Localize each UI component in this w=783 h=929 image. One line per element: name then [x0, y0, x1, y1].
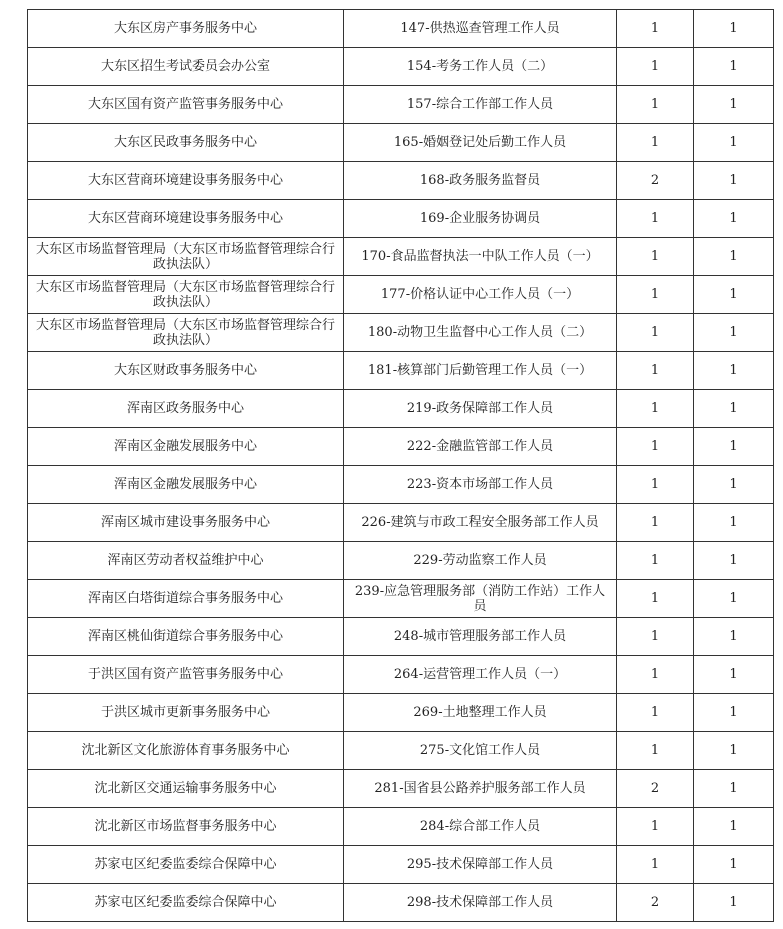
- unit-cell: 浑南区城市建设事务服务中心: [28, 504, 344, 542]
- count-a-cell: 2: [617, 884, 694, 922]
- count-b-cell: 1: [694, 884, 774, 922]
- count-a-cell: 1: [617, 200, 694, 238]
- count-b-cell: 1: [694, 466, 774, 504]
- position-cell: 168-政务服务监督员: [344, 162, 617, 200]
- position-cell: 264-运营管理工作人员（一）: [344, 656, 617, 694]
- unit-cell: 于洪区国有资产监管事务服务中心: [28, 656, 344, 694]
- position-cell: 295-技术保障部工作人员: [344, 846, 617, 884]
- count-a-cell: 1: [617, 694, 694, 732]
- positions-table: [27, 9, 774, 922]
- count-b-cell: 1: [694, 200, 774, 238]
- count-b-cell: 1: [694, 542, 774, 580]
- count-a-cell: 1: [617, 846, 694, 884]
- table-body: [28, 10, 774, 922]
- count-b-cell: 1: [694, 238, 774, 276]
- count-b-cell: 1: [694, 656, 774, 694]
- count-a-cell: 1: [617, 618, 694, 656]
- count-a-cell: 1: [617, 504, 694, 542]
- table-row: [28, 48, 774, 86]
- table-row: [28, 162, 774, 200]
- unit-cell: 沈北新区文化旅游体育事务服务中心: [28, 732, 344, 770]
- count-a-cell: 1: [617, 276, 694, 314]
- position-cell: 157-综合工作部工作人员: [344, 86, 617, 124]
- count-b-cell: 1: [694, 352, 774, 390]
- unit-cell: 浑南区劳动者权益维护中心: [28, 542, 344, 580]
- table-row: [28, 770, 774, 808]
- count-a-cell: 1: [617, 542, 694, 580]
- unit-cell: 浑南区白塔街道综合事务服务中心: [28, 580, 344, 618]
- table-row: [28, 732, 774, 770]
- table-row: [28, 238, 774, 276]
- unit-cell: 大东区营商环境建设事务服务中心: [28, 200, 344, 238]
- unit-cell: 大东区房产事务服务中心: [28, 10, 344, 48]
- unit-cell: 于洪区城市更新事务服务中心: [28, 694, 344, 732]
- unit-cell: 大东区市场监督管理局（大东区市场监督管理综合行政执法队）: [28, 238, 344, 276]
- unit-cell: 大东区财政事务服务中心: [28, 352, 344, 390]
- count-b-cell: 1: [694, 48, 774, 86]
- count-a-cell: 1: [617, 124, 694, 162]
- count-b-cell: 1: [694, 618, 774, 656]
- position-cell: 281-国省县公路养护服务部工作人员: [344, 770, 617, 808]
- count-b-cell: 1: [694, 580, 774, 618]
- table-row: [28, 846, 774, 884]
- table-row: [28, 808, 774, 846]
- unit-cell: 大东区市场监督管理局（大东区市场监督管理综合行政执法队）: [28, 314, 344, 352]
- count-b-cell: 1: [694, 10, 774, 48]
- table-row: [28, 200, 774, 238]
- count-b-cell: 1: [694, 86, 774, 124]
- table-row: [28, 656, 774, 694]
- position-cell: 269-土地整理工作人员: [344, 694, 617, 732]
- unit-cell: 沈北新区交通运输事务服务中心: [28, 770, 344, 808]
- unit-cell: 浑南区桃仙街道综合事务服务中心: [28, 618, 344, 656]
- count-b-cell: 1: [694, 314, 774, 352]
- unit-cell: 沈北新区市场监督事务服务中心: [28, 808, 344, 846]
- table-row: [28, 580, 774, 618]
- position-cell: 223-资本市场部工作人员: [344, 466, 617, 504]
- position-cell: 147-供热巡查管理工作人员: [344, 10, 617, 48]
- position-cell: 154-考务工作人员（二）: [344, 48, 617, 86]
- table-row: [28, 618, 774, 656]
- position-cell: 226-建筑与市政工程安全服务部工作人员: [344, 504, 617, 542]
- position-cell: 165-婚姻登记处后勤工作人员: [344, 124, 617, 162]
- unit-cell: 苏家屯区纪委监委综合保障中心: [28, 846, 344, 884]
- count-a-cell: 1: [617, 732, 694, 770]
- unit-cell: 浑南区金融发展服务中心: [28, 466, 344, 504]
- count-a-cell: 1: [617, 238, 694, 276]
- table-row: [28, 428, 774, 466]
- table-row: [28, 884, 774, 922]
- table-row: [28, 390, 774, 428]
- count-a-cell: 1: [617, 656, 694, 694]
- unit-cell: 大东区营商环境建设事务服务中心: [28, 162, 344, 200]
- unit-cell: 浑南区政务服务中心: [28, 390, 344, 428]
- count-a-cell: 2: [617, 770, 694, 808]
- count-a-cell: 1: [617, 390, 694, 428]
- count-b-cell: 1: [694, 390, 774, 428]
- count-b-cell: 1: [694, 732, 774, 770]
- count-a-cell: 1: [617, 314, 694, 352]
- position-cell: 219-政务保障部工作人员: [344, 390, 617, 428]
- table-row: [28, 504, 774, 542]
- position-cell: 170-食品监督执法一中队工作人员（一）: [344, 238, 617, 276]
- unit-cell: 大东区国有资产监管事务服务中心: [28, 86, 344, 124]
- unit-cell: 苏家屯区纪委监委综合保障中心: [28, 884, 344, 922]
- position-cell: 222-金融监管部工作人员: [344, 428, 617, 466]
- position-cell: 275-文化馆工作人员: [344, 732, 617, 770]
- table-row: [28, 694, 774, 732]
- position-cell: 229-劳动监察工作人员: [344, 542, 617, 580]
- position-cell: 181-核算部门后勤管理工作人员（一）: [344, 352, 617, 390]
- count-a-cell: 1: [617, 580, 694, 618]
- count-a-cell: 1: [617, 48, 694, 86]
- count-a-cell: 1: [617, 352, 694, 390]
- unit-cell: 大东区民政事务服务中心: [28, 124, 344, 162]
- table-row: [28, 10, 774, 48]
- count-a-cell: 1: [617, 10, 694, 48]
- table-row: [28, 86, 774, 124]
- count-b-cell: 1: [694, 808, 774, 846]
- position-cell: 180-动物卫生监督中心工作人员（二）: [344, 314, 617, 352]
- count-b-cell: 1: [694, 428, 774, 466]
- count-b-cell: 1: [694, 504, 774, 542]
- count-a-cell: 2: [617, 162, 694, 200]
- position-cell: 284-综合部工作人员: [344, 808, 617, 846]
- count-a-cell: 1: [617, 86, 694, 124]
- count-b-cell: 1: [694, 162, 774, 200]
- count-b-cell: 1: [694, 124, 774, 162]
- unit-cell: 大东区市场监督管理局（大东区市场监督管理综合行政执法队）: [28, 276, 344, 314]
- position-cell: 298-技术保障部工作人员: [344, 884, 617, 922]
- count-b-cell: 1: [694, 846, 774, 884]
- count-a-cell: 1: [617, 466, 694, 504]
- position-cell: 177-价格认证中心工作人员（一）: [344, 276, 617, 314]
- position-cell: 248-城市管理服务部工作人员: [344, 618, 617, 656]
- table-row: [28, 352, 774, 390]
- count-a-cell: 1: [617, 808, 694, 846]
- count-a-cell: 1: [617, 428, 694, 466]
- unit-cell: 大东区招生考试委员会办公室: [28, 48, 344, 86]
- position-cell: 239-应急管理服务部（消防工作站）工作人员: [344, 580, 617, 618]
- position-cell: 169-企业服务协调员: [344, 200, 617, 238]
- count-b-cell: 1: [694, 770, 774, 808]
- table-row: [28, 276, 774, 314]
- count-b-cell: 1: [694, 276, 774, 314]
- count-b-cell: 1: [694, 694, 774, 732]
- table-row: [28, 466, 774, 504]
- table-row: [28, 314, 774, 352]
- unit-cell: 浑南区金融发展服务中心: [28, 428, 344, 466]
- table-row: [28, 124, 774, 162]
- table-row: [28, 542, 774, 580]
